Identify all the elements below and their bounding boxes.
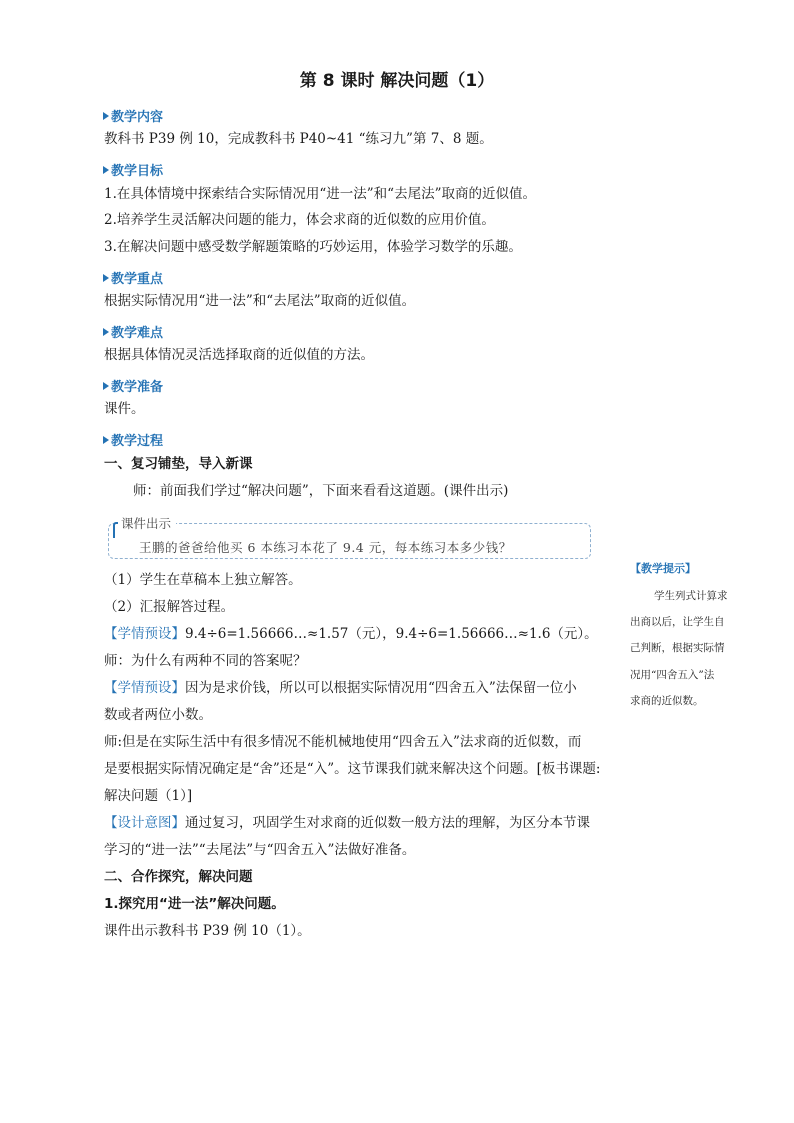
step-line: （1）学生在草稿本上独立解答。 [104, 572, 302, 588]
page-title: 第 8 课时 解决问题（1） [299, 71, 495, 91]
teacher-line: 师：为什么有两种不同的答案呢？ [104, 653, 307, 669]
sidebar-heading: 【教学提示】 [630, 562, 696, 575]
sub-text: 课件出示教科书 P39 例 10（1）。 [104, 923, 311, 939]
section-heading-goals: 教学目标 [103, 160, 163, 179]
courseware-text: 王鹏的爸爸给他买 6 本练习本花了 9.4 元，每本练习本多少钱？ [139, 540, 512, 555]
triangle-icon [103, 166, 109, 174]
teacher-line: 解决问题（1）] [104, 788, 193, 804]
sidebar-line: 出商以后，让学生自 [630, 616, 725, 628]
part1-heading: 一、复习铺垫，导入新课 [104, 456, 253, 472]
design-tag: 【设计意图】 [104, 815, 185, 831]
teacher-line: 师：前面我们学过“解决问题”，下面来看看这道题。(课件出示) [133, 483, 509, 499]
section-heading-process: 教学过程 [103, 430, 163, 449]
sidebar-line: 况用“四舍五入”法 [630, 669, 715, 681]
courseware-label: 课件出示 [118, 514, 176, 532]
triangle-icon [103, 274, 109, 282]
triangle-icon [103, 382, 109, 390]
sidebar-line: 己判断，根据实际情 [630, 642, 725, 654]
content-text: 教科书 P39 例 10，完成教科书 P40~41 “练习九”第 7、8 题。 [104, 131, 493, 147]
step-line: （2）汇报解答过程。 [104, 599, 235, 615]
preset-tag: 【学情预设】 [104, 680, 185, 696]
design-line: 学习的“进一法”“去尾法”与“四舍五入”法做好准备。 [104, 842, 416, 858]
goal-item: 2.培养学生灵活解决问题的能力，体会求商的近似数的应用价值。 [104, 212, 495, 228]
section-heading-content: 教学内容 [103, 106, 163, 125]
goal-item: 1.在具体情境中探索结合实际情况用“进一法”和“去尾法”取商的近似值。 [104, 186, 536, 202]
section-heading-difficulty: 教学难点 [103, 322, 163, 341]
sidebar-line: 学生列式计算求 [654, 590, 728, 602]
part2-heading: 二、合作探究，解决问题 [104, 869, 253, 885]
preset-line: 【学情预设】9.4÷6=1.56666…≈1.57（元），9.4÷6=1.56666…≈1.6（元）。 [104, 626, 598, 642]
preset-tag: 【学情预设】 [104, 626, 185, 642]
teacher-line: 是要根据实际情况确定是“舍”还是“入”。这节课我们就来解决这个问题。[板书课题: [104, 761, 601, 777]
prep-text: 课件。 [104, 401, 145, 417]
triangle-icon [103, 328, 109, 336]
preset-line: 【学情预设】因为是求价钱，所以可以根据实际情况用“四舍五入”法保留一位小 [104, 680, 577, 696]
goal-item: 3.在解决问题中感受数学解题策略的巧妙运用，体验学习数学的乐趣。 [104, 239, 522, 255]
section-heading-prep: 教学准备 [103, 376, 163, 395]
teacher-line: 师:但是在实际生活中有很多情况不能机械地使用“四舍五入”法求商的近似数，而 [104, 734, 582, 750]
key-text: 根据实际情况用“进一法”和“去尾法”取商的近似值。 [104, 293, 416, 309]
preset-line: 数或者两位小数。 [104, 707, 212, 723]
sidebar-line: 求商的近似数。 [630, 695, 704, 707]
section-heading-key: 教学重点 [103, 268, 163, 287]
difficulty-text: 根据具体情况灵活选择取商的近似值的方法。 [104, 347, 374, 363]
triangle-icon [103, 436, 109, 444]
triangle-icon [103, 112, 109, 120]
design-line: 【设计意图】通过复习，巩固学生对求商的近似数一般方法的理解，为区分本节课 [104, 815, 590, 831]
sub-heading: 1.探究用“进一法”解决问题。 [104, 896, 285, 912]
